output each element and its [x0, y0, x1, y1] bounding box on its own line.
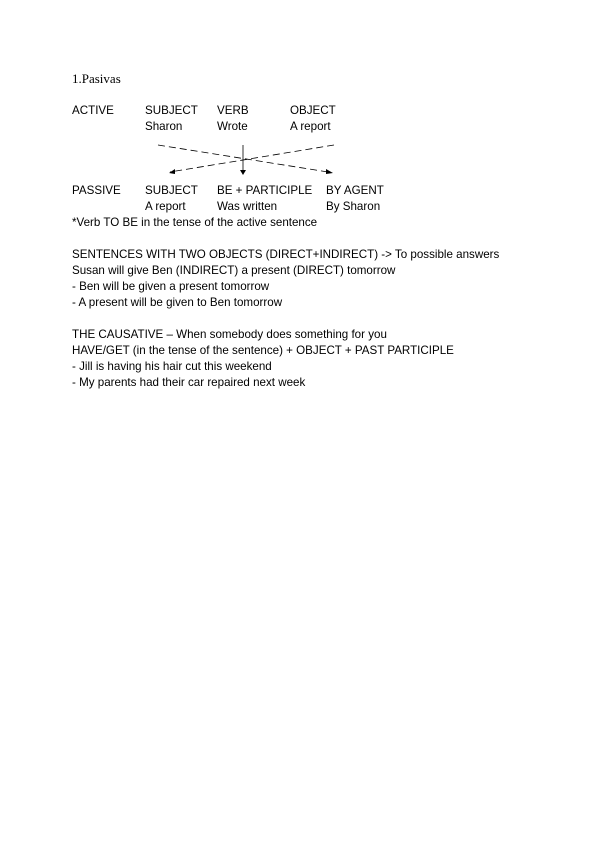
object-to-subject-arrow [170, 145, 334, 172]
passive-subject-value: A report [145, 200, 186, 213]
two-objects-example: Susan will give Ben (INDIRECT) a present (DIRECT) tomorrow [72, 264, 396, 277]
passive-be-participle-header: BE + PARTICIPLE [217, 184, 313, 197]
active-subject-header: SUBJECT [145, 104, 198, 117]
passive-label: PASSIVE [72, 184, 121, 197]
transformation-arrows-diagram [150, 140, 340, 178]
active-verb-value: Wrote [217, 120, 248, 133]
section-heading: 1.Pasivas [72, 71, 121, 86]
passive-subject-header: SUBJECT [145, 184, 198, 197]
causative-title: THE CAUSATIVE – When somebody does something for you [72, 328, 387, 341]
active-verb-header: VERB [217, 104, 249, 117]
active-subject-value: Sharon [145, 120, 183, 133]
subject-arrowhead [169, 169, 175, 174]
passive-agent-header: BY AGENT [326, 184, 384, 197]
causative-example-2: - My parents had their car repaired next week [72, 376, 306, 389]
passive-agent-value: By Sharon [326, 200, 381, 213]
two-objects-title: SENTENCES WITH TWO OBJECTS (DIRECT+INDIRECT) -> To possible answers [72, 248, 500, 261]
two-objects-answer-2: - A present will be given to Ben tomorrow [72, 296, 283, 309]
causative-rule: HAVE/GET (in the tense of the sentence) + OBJECT + PAST PARTICIPLE [72, 344, 454, 357]
active-label: ACTIVE [72, 104, 114, 117]
active-object-header: OBJECT [290, 104, 336, 117]
verb-arrowhead [240, 170, 246, 175]
two-objects-answer-1: - Ben will be given a present tomorrow [72, 280, 270, 293]
active-object-value: A report [290, 120, 331, 133]
passive-be-value: Was written [217, 200, 278, 213]
agent-arrowhead [326, 169, 333, 174]
to-be-note: *Verb TO BE in the tense of the active sentence [72, 216, 318, 229]
causative-example-1: - Jill is having his hair cut this weekend [72, 360, 272, 373]
